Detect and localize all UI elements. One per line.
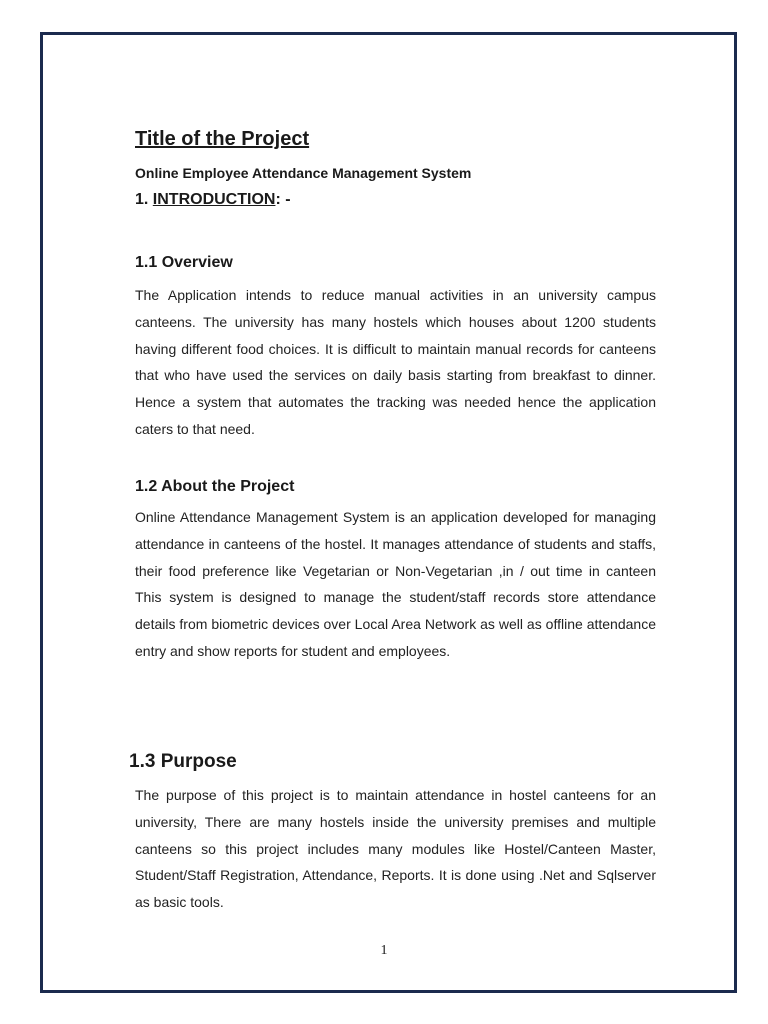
purpose-heading: 1.3 Purpose	[129, 751, 237, 772]
overview-paragraph: The Application intends to reduce manual activities in an university campus canteens. The university has many hostels which houses about 1200 students having different food choices. It is difficult to maintain manual records for canteens that who have used the services on daily basis starting from breakfast to dinner. Hence a system that automates the tracking was needed hence the application caters to that need.	[135, 287, 656, 437]
introduction-heading	[135, 191, 291, 209]
purpose-paragraph: The purpose of this project is to maintain attendance in hostel canteens for an university, There are many hostels inside the university premises and multiple canteens so this project includes many modules like Hostel/Canteen Master, Student/Staff Registration, Attendance, Reports. It is done using .Net and Sqlserver as basic tools.	[135, 787, 656, 911]
about-project-paragraph: Online Attendance Management System is an application developed for managing attendance in canteens of the hostel. It manages attendance of students and staffs, their food preference like Vegetarian or Non-Vegetarian ,in / out time in canteen This system is designed to manage the student/staff records store attendance details from biometric devices over Local Area Network as well as offline attendance entry and show reports for student and employees.	[135, 509, 656, 659]
overview-heading: 1.1 Overview	[135, 254, 233, 271]
project-name: Online Employee Attendance Management System	[135, 165, 472, 181]
intro-number: 1.	[135, 191, 153, 208]
project-title-label: Title of the Project	[135, 128, 310, 150]
intro-suffix: : -	[275, 191, 291, 208]
about-project-heading: 1.2 About the Project	[135, 478, 295, 495]
page-number: 1	[380, 943, 388, 958]
intro-word: INTRODUCTION	[152, 191, 276, 208]
